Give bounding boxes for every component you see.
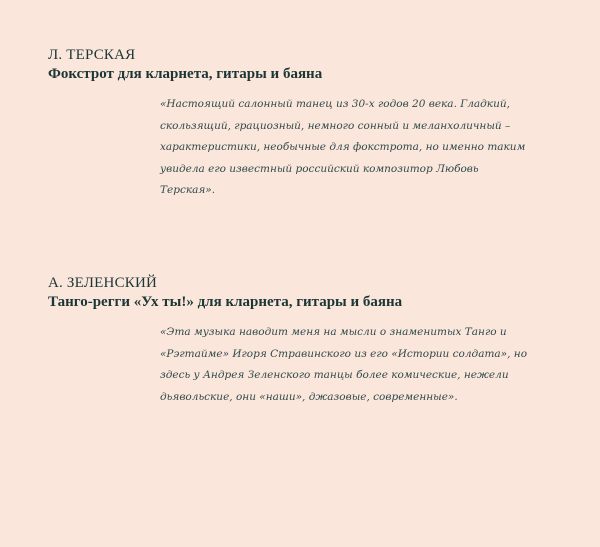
piece-description-quote: «Эта музыка наводит меня на мысли о знаменитых Танго и «Рэгтайме» Игоря Стравинского из его «Истории солдата», но здесь у Андрея Зеленского танцы более комические, нежели дьявольские, они «наши», джазовые, современные». <box>160 326 528 403</box>
program-entry <box>48 46 580 202</box>
composer-name: Л. ТЕРСКАЯ <box>48 47 136 63</box>
piece-title: Фокстрот для кларнета, гитары и баяна <box>48 66 323 82</box>
composer-name: А. ЗЕЛЕНСКИЙ <box>48 275 158 291</box>
piece-description-quote: «Настоящий салонный танец из 30-х годов 20 века. Гладкий, скользящий, грациозный, немного сонный и меланхоличный – характеристики, необычные для фокстрота, но именно таким увидела его известный российский композитор Любовь Терская». <box>160 98 526 196</box>
piece-title: Танго-регги «Ух ты!» для кларнета, гитары и баяна <box>48 294 403 310</box>
program-entry <box>48 274 580 408</box>
